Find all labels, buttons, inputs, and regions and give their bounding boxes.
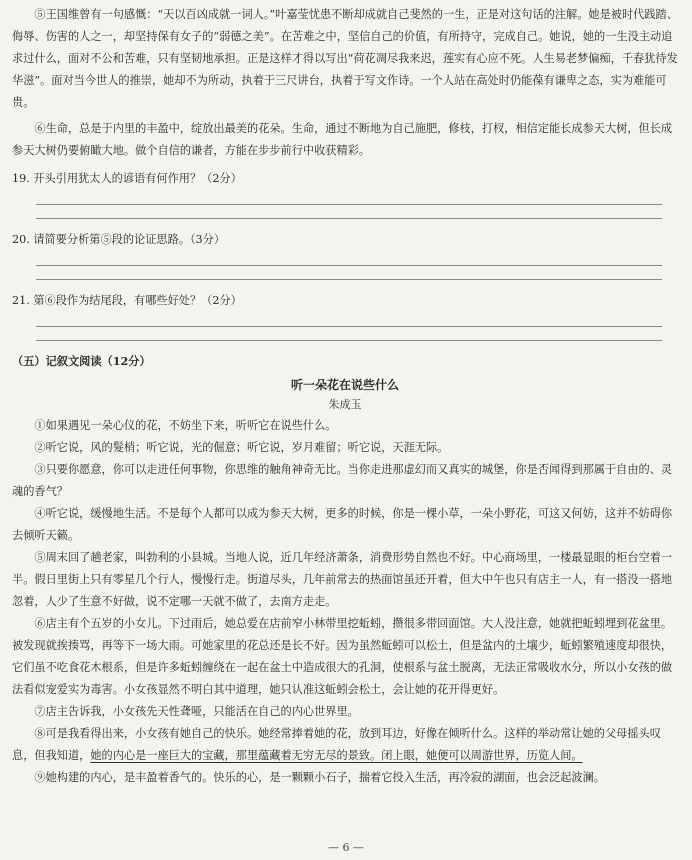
question-21: 21. 第⑥段作为结尾段，有哪些好处？（2分） xyxy=(12,294,242,307)
story-paragraph-2: ②听它说，风的髮梢；听它说，光的倔意；听它说，岁月难留；听它说，天涯无际。 xyxy=(34,441,449,454)
answer-line xyxy=(36,204,662,205)
story-author: 朱成玉 xyxy=(328,398,362,411)
story-title: 听一朵花在说些什么 xyxy=(290,378,399,392)
story-paragraph-7: ⑦店主告诉我，小女孩先天性聋哑，只能活在自己的内心世界里。 xyxy=(34,705,359,718)
answer-line xyxy=(36,218,662,219)
section-heading: （五）记叙文阅读（12分） xyxy=(12,354,151,368)
page-number: — 6 — xyxy=(328,841,364,854)
underlined-sentence: 她的内心是一座巨大的宝藏，那里蕴藏着无穷无尽的景致。闭上眼，她便可以周游世界，历览人间。 xyxy=(90,749,583,762)
story-paragraph-6: ⑥店主有个五岁的小女儿。下过雨后，她总爱在店前窄小林带里挖蚯蚓，攒很多带回面馆。大人没注意，她就把蚯蚓埋到花盆里。被发现就挨揍骂，再等下一场大雨。可她家里的花总还是长不好。因为虽然蚯蚓可以松土，但是盆内的土壤少，蚯蚓繁殖速度却很快，它们虽不吃食花木根系，但是许多蚯蚓缠绕在一起在盆土中造成很大的孔洞，使根系与盆土脱离，无法正常吸收水分，所以小女孩的做法看似宠爱实为毒害。小女孩显然不明白其中道理，她只认准这蚯蚓会松土，会让她的花开得更好。 xyxy=(12,617,673,696)
story-paragraph-3: ③只要你愿意，你可以走进任何事物，你思维的触角神奇无比。当你走进那虚幻而又真实的城堡，你是否闻得到那属于自由的、灵魂的香气？ xyxy=(12,463,673,498)
story-body xyxy=(12,415,678,789)
question-20: 20. 请简要分析第⑤段的论证思路。（3分） xyxy=(12,233,226,246)
answer-line xyxy=(36,279,662,280)
question-19: 19. 开头引用犹太人的谚语有何作用？（2分） xyxy=(12,172,242,185)
story-paragraph-8-text: ⑧可是我看得出来，小女孩有她自己的快乐。她经常捧着她的花，放到耳边，好像在倾听什么。这样的举动常让她的父母摇头叹息，但我知道， xyxy=(12,727,661,762)
essay-paragraph-6: ⑥生命，总是于内里的丰盈中，绽放出最美的花朵。生命，通过不断地为自己施肥，修枝，打杈，相信定能长成参天大树，但长成参天大树仍要俯瞰大地。做个自信的谦者，方能在步步前行中收获精彩。 xyxy=(12,122,673,157)
answer-line xyxy=(36,340,662,341)
story-paragraph-9: ⑨她构建的内心，是丰盈着香气的。快乐的心，是一颗颗小石子，揣着它投入生活，再冷寂的湖面，也会泛起波澜。 xyxy=(34,771,605,784)
essay-paragraph-5: ⑤王国维曾有一句感慨：“天以百凶成就一词人。”叶嘉莹忧患不断却成就自己斐然的一生，正是对这句话的注解。她是被时代践踏、侮辱、伤害的人之一，却坚持保有女子的“弱德之美”。在苦难之中，坚信自己的价值，有所持守，完成自己。她说，她的一生没主动追求过什么，面对不公和苦难，只有坚韧地承担。正是这样才得以写出“荷花凋尽我来迟，莲实有心应不死。人生易老梦偏痴，千春犹待发华滋”。面对当今世人的推崇，她却不为所动，执着于三尺讲台，执着于写文作诗。一个人站在高处时仍能葆有谦卑之态，实为难能可贵。 xyxy=(12,8,678,109)
story-paragraph-1: ①如果遇见一朵心仪的花，不妨坐下来，听听它在说些什么。 xyxy=(34,419,337,432)
story-paragraph-5: ⑤周末回了趟老家，叫勃利的小县城。当地人说，近几年经济萧条，消费形势自然也不好。中心商场里，一楼最显眼的柜台空着一半。假日里街上只有零星几个行人，慢慢行走。街道尽头，几年前常去的热面馆虽还开着，但大中午也只有店主一人，有一搭没一搭地忽着，人少了生意不好做，说不定哪一天就不做了，去南方走走。 xyxy=(12,551,673,608)
answer-line xyxy=(36,265,662,266)
story-paragraph-4: ④听它说，缓慢地生活。不是每个人都可以成为参天大树，更多的时候，你是一棵小草，一朵小野花，可这又何妨，这并不妨碍你去倾听天籁。 xyxy=(12,507,673,542)
answer-line xyxy=(36,326,662,327)
story-paragraph-8 xyxy=(12,723,678,767)
